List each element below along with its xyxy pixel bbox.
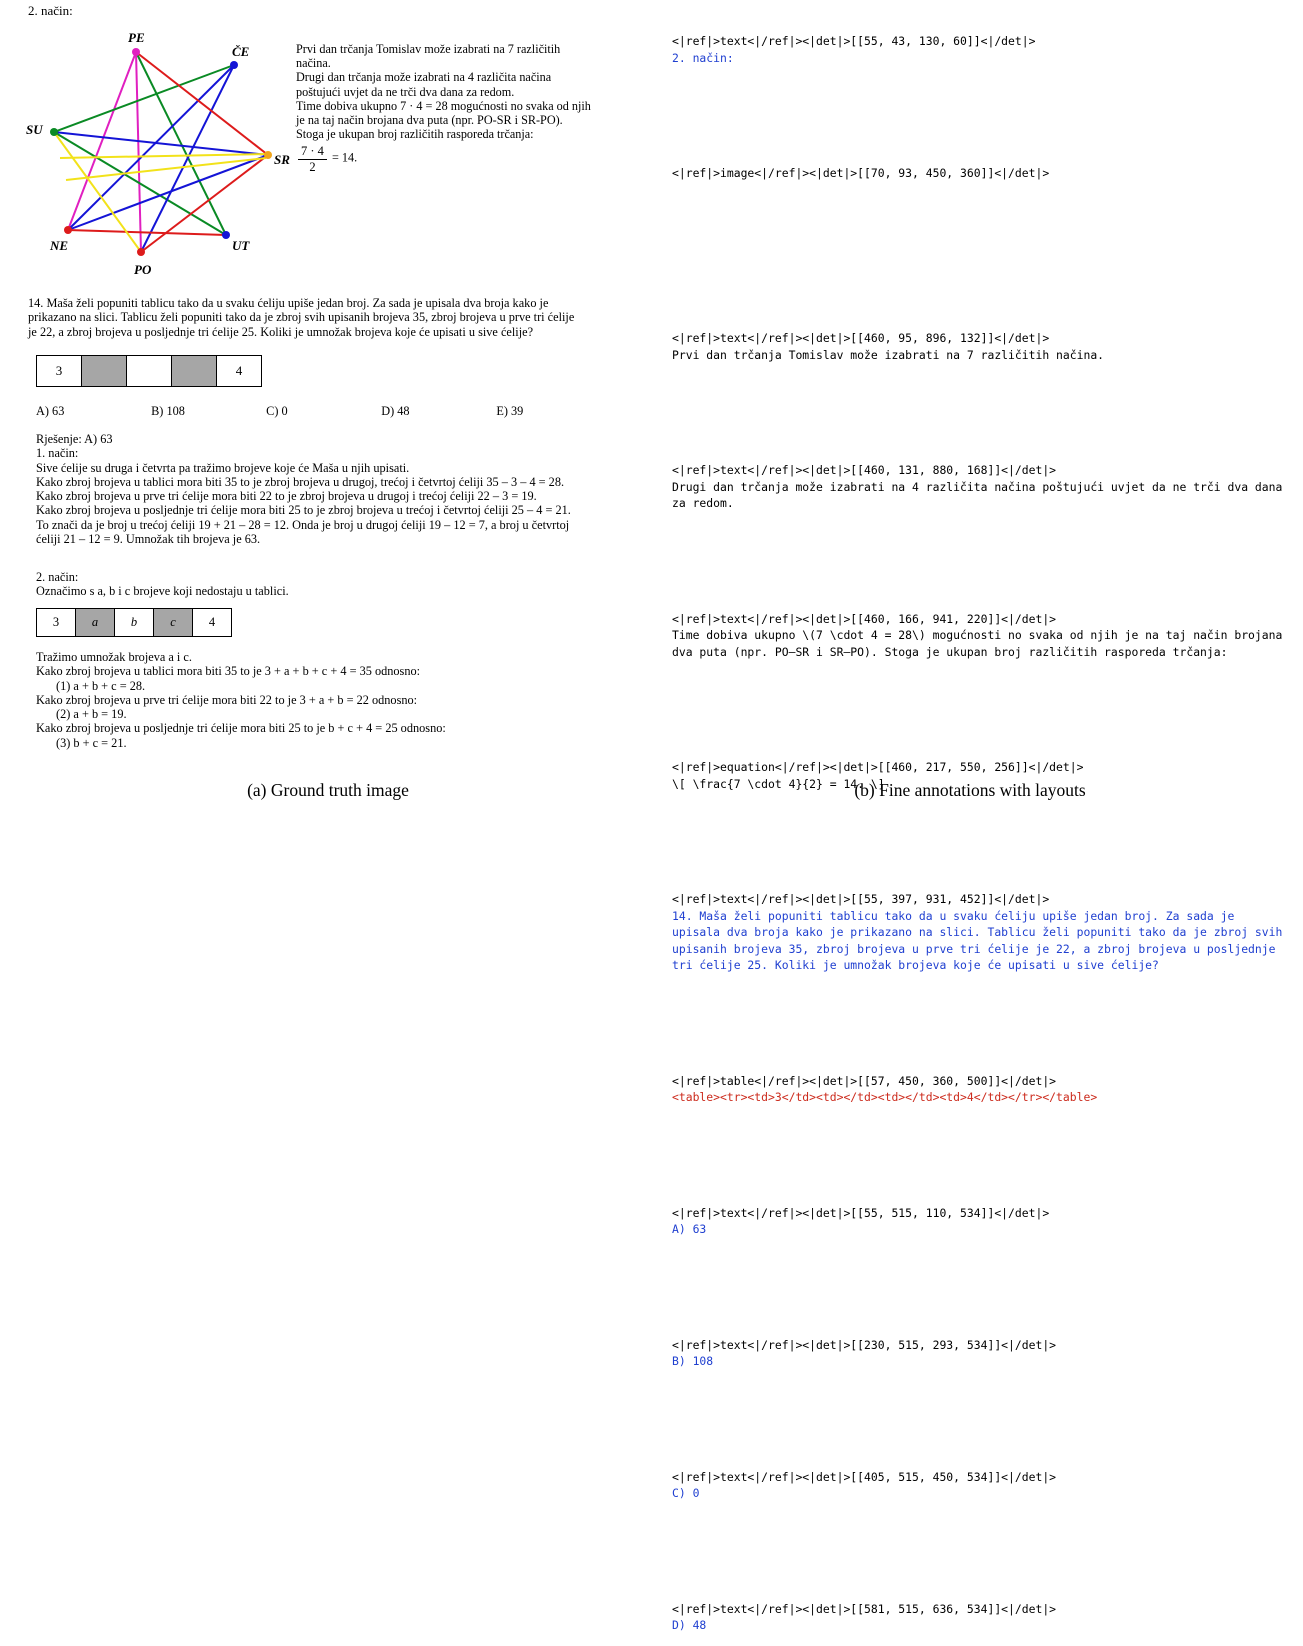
solution-block-1 — [36, 432, 626, 546]
spacer — [672, 545, 1287, 562]
para1-line6: je na taj način brojana dva puta (npr. PO-SR i SR-PO). — [296, 113, 563, 128]
solution-line-6: To znači da je broj u trećoj ćeliji 19 + 21 – 28 = 12. Onda je broj u drugoj ćeliji 19 – 12 = 7, a broj u četvrtoj — [36, 517, 570, 532]
annotation-tag: <|ref|>text<|/ref|><|det|>[[55, 515, 110, 534]]<|/det|> — [672, 1205, 1050, 1220]
annotation-content: 14. Maša želi popuniti tablicu tako da u svaku ćeliju upiše jedan broj. Za sada je upisala dva broja kako je prikazano na slici. Tablicu želi popuniti tako da je zbroj svih upisanih brojeva 35, zbroj brojeva u prve tri ćelije je 22, a zbroj brojeva u posljednje tri ćelije 25. Koliki je umnožak brojeva koje će upisati u sive ćelije? — [672, 908, 1290, 972]
annotation-tag: <|ref|>text<|/ref|><|det|>[[581, 515, 636, 534]]<|/det|> — [672, 1601, 1057, 1616]
vertex-label-ut: UT — [232, 238, 250, 253]
para1-line5: Time dobiva ukupno 7 · 4 = 28 mogućnosti no svaka od njih — [296, 98, 591, 113]
equation-fraction — [296, 144, 606, 173]
annotation-entry-3 — [672, 462, 1290, 512]
spacer — [672, 1535, 1287, 1552]
annotation-entry-0 — [672, 33, 1287, 66]
spacer — [672, 1007, 1287, 1024]
spacer — [672, 693, 1287, 710]
solution-method-1-heading: 1. način: — [36, 446, 79, 461]
table-cell-2 — [82, 356, 127, 387]
task-14-table-variables — [36, 608, 232, 637]
task-14-table — [36, 355, 262, 387]
seven-point-star-diagram — [26, 30, 296, 280]
annotation-content: Prvi dan trčanja Tomislav može izabrati na 7 različitih načina. — [672, 347, 1105, 362]
spacer — [672, 1139, 1287, 1156]
table2-cell-2: a — [76, 609, 115, 637]
spacer — [672, 396, 1287, 413]
table-row — [37, 356, 262, 387]
spacer — [672, 1403, 1287, 1420]
annotation-tag: <|ref|>text<|/ref|><|det|>[[405, 515, 450, 534]]<|/det|> — [672, 1469, 1057, 1484]
spacer — [672, 215, 1287, 232]
task14-line3: je 22, a zbroj brojeva u posljednje tri ćelije 25. Koliki je umnožak brojeva koje će upisati u sive ćelije? — [28, 324, 534, 339]
table2-cell-3: b — [115, 609, 154, 637]
annotation-tag: <|ref|>text<|/ref|><|det|>[[460, 166, 941, 220]]<|/det|> — [672, 611, 1057, 626]
solution3-line-1: Tražimo umnožak brojeva a i c. — [36, 650, 192, 664]
annotation-content: Drugi dan trčanja može izabrati na 4 različita načina poštujući uvjet da ne trči dva dana za redom. — [672, 479, 1290, 510]
annotation-content: B) 108 — [672, 1354, 714, 1368]
spacer — [672, 825, 1287, 842]
task14-line2: prikazano na slici. Tablicu želi popuniti tako da je zbroj svih upisanih brojeva 35, zbroj brojeva u prve tri ćelije — [28, 310, 575, 325]
annotation-tag: <|ref|>equation<|/ref|><|det|>[[460, 217, 550, 256]]<|/det|> — [672, 760, 1084, 774]
annotation-entry-6 — [672, 891, 1290, 974]
fraction-numerator: 7 · 4 — [298, 144, 327, 159]
solution3-line-4: Kako zbroj brojeva u prve tri ćelije mora biti 22 to je 3 + a + b = 22 odnosno: — [36, 692, 418, 707]
para1-line7: Stoga je ukupan broj različitih rasporeda trčanja: — [296, 127, 534, 142]
annotation-content: \[ \frac{7 \cdot 4}{2} = 14. \] — [672, 776, 885, 791]
answer-option-a: A) 63 — [36, 404, 65, 418]
fraction — [298, 144, 327, 173]
vertex-label-po: PO — [134, 262, 152, 277]
annotation-tag: <|ref|>text<|/ref|><|det|>[[460, 131, 880, 168]]<|/det|> — [672, 463, 1057, 477]
solution3-line-6: Kako zbroj brojeva u posljednje tri ćelije mora biti 25 to je b + c + 4 = 25 odnosno: — [36, 721, 446, 736]
star-graph-svg — [36, 30, 296, 280]
caption-right: (b) Fine annotations with layouts — [854, 780, 1086, 800]
solution-block-2 — [36, 570, 626, 599]
annotation-content: C) 0 — [672, 1486, 700, 1500]
table-row — [37, 609, 232, 637]
fraction-tail: = 14. — [331, 150, 358, 165]
annotation-entry-11 — [672, 1601, 1287, 1634]
vertex-label-ce: ČE — [232, 44, 250, 59]
para1-line1: Prvi dan trčanja Tomislav može izabrati na 7 različitih — [296, 42, 561, 56]
vertex-label-sr: SR — [274, 152, 290, 167]
solution-method-2-heading: 2. način: — [36, 570, 79, 584]
solution-line-3: Kako zbroj brojeva u tablici mora biti 35 to je zbroj brojeva u drugoj, trećoj i četvrtoj ćeliji 35 – 3 – 4 = 28. — [36, 474, 565, 489]
annotation-tag: <|ref|>table<|/ref|><|det|>[[57, 450, 360, 500]]<|/det|> — [672, 1073, 1057, 1088]
answer-options — [36, 404, 616, 419]
caption-left: (a) Ground truth image — [247, 780, 409, 800]
answer-option-d: D) 48 — [381, 404, 410, 418]
solution-line-4: Kako zbroj brojeva u prve tri ćelije mora biti 22 to je zbroj brojeva u drugoj i trećoj ćeliji 22 – 3 = 19. — [36, 489, 537, 504]
solution-line-7: ćeliji 21 – 12 = 9. Umnožak tih brojeva je 63. — [36, 532, 261, 547]
table2-cell-5: 4 — [193, 609, 232, 637]
table-cell-4 — [172, 356, 217, 387]
task14-line1: 14. Maša želi popuniti tablicu tako da u svaku ćeliju upiše jedan broj. Za sada je upisala dva broja kako je — [28, 296, 549, 310]
ground-truth-document — [18, 0, 638, 780]
fraction-denominator: 2 — [309, 159, 316, 174]
solution-answer-line: Rješenje: A) 63 — [36, 432, 113, 446]
section-heading-2nd-method: 2. način: — [28, 3, 73, 18]
annotation-entry-8 — [672, 1205, 1287, 1238]
spacer — [672, 264, 1287, 281]
table-cell-1: 3 — [37, 356, 82, 387]
table-cell-3 — [127, 356, 172, 387]
annotation-content: Time dobiva ukupno \(7 \cdot 4 = 28\) mogućnosti no svaka od njih je na taj način brojana dva puta (npr. PO–SR i SR–PO). Stoga je ukupan broj različitih rasporeda trčanja: — [672, 628, 1290, 659]
annotation-entry-7 — [672, 1073, 1287, 1106]
vertex-label-su: SU — [26, 122, 43, 137]
table-cell-5: 4 — [217, 356, 262, 387]
annotation-entry-10 — [672, 1469, 1287, 1502]
annotation-content: D) 48 — [672, 1618, 707, 1632]
answer-option-e: E) 39 — [496, 404, 524, 418]
para1-line2: načina. — [296, 56, 331, 71]
solution3-eq-1: (1) a + b + c = 28. — [56, 678, 146, 693]
annotation-tag: <|ref|>image<|/ref|><|det|>[[70, 93, 450, 360]]<|/det|> — [672, 166, 1050, 180]
annotation-tag: <|ref|>text<|/ref|><|det|>[[55, 397, 931, 452]]<|/det|> — [672, 892, 1050, 906]
table2-cell-4: c — [154, 609, 193, 637]
table2-cell-1: 3 — [37, 609, 76, 637]
annotation-tag: <|ref|>text<|/ref|><|det|>[[460, 95, 896, 132]]<|/det|> — [672, 331, 1050, 345]
annotation-content: A) 63 — [672, 1222, 707, 1236]
annotation-content: 2. način: — [672, 50, 734, 65]
answer-option-c: C) 0 — [266, 404, 288, 418]
solution-line-5: Kako zbroj brojeva u posljednje tri ćelije mora biti 25 to je zbroj brojeva u trećoj i četvrtoj ćeliji 25 – 4 = 21. — [36, 503, 571, 518]
vertex-label-ne: NE — [50, 238, 69, 253]
task-14-statement — [28, 296, 608, 339]
annotation-entry-1 — [672, 165, 1287, 182]
solution3-eq-2: (2) a + b = 19. — [56, 707, 127, 722]
annotation-entry-4 — [672, 611, 1290, 661]
solution2-line-2: Označimo s a, b i c brojeve koji nedostaju u tablici. — [36, 584, 289, 599]
solution-paragraph-1 — [296, 42, 606, 174]
spacer — [672, 1271, 1287, 1288]
annotation-content: <table><tr><td>3</td><td></td><td></td><td>4</td></tr></table> — [672, 1090, 1098, 1104]
solution-line-2: Sive ćelije su druga i četvrta pa tražimo brojeve koje će Maša u njih upisati. — [36, 460, 410, 475]
annotation-tag: <|ref|>text<|/ref|><|det|>[[55, 43, 130, 60]]<|/det|> — [672, 34, 1036, 48]
annotation-entry-2 — [672, 330, 1287, 363]
solution3-line-2: Kako zbroj brojeva u tablici mora biti 35 to je 3 + a + b + c + 4 = 35 odnosno: — [36, 664, 421, 679]
answer-option-b: B) 108 — [151, 404, 185, 418]
solution3-eq-3: (3) b + c = 21. — [56, 735, 127, 750]
annotation-tag: <|ref|>text<|/ref|><|det|>[[230, 515, 293, 534]]<|/det|> — [672, 1337, 1057, 1352]
para1-line3: Drugi dan trčanja može izabrati na 4 različita načina — [296, 70, 552, 85]
solution-block-3 — [36, 650, 626, 750]
vertex-label-pe: PE — [128, 30, 145, 45]
spacer — [672, 99, 1287, 116]
para1-line4: poštujući uvjet da ne trči dva dana za redom. — [296, 84, 515, 99]
annotation-entry-9 — [672, 1337, 1287, 1370]
